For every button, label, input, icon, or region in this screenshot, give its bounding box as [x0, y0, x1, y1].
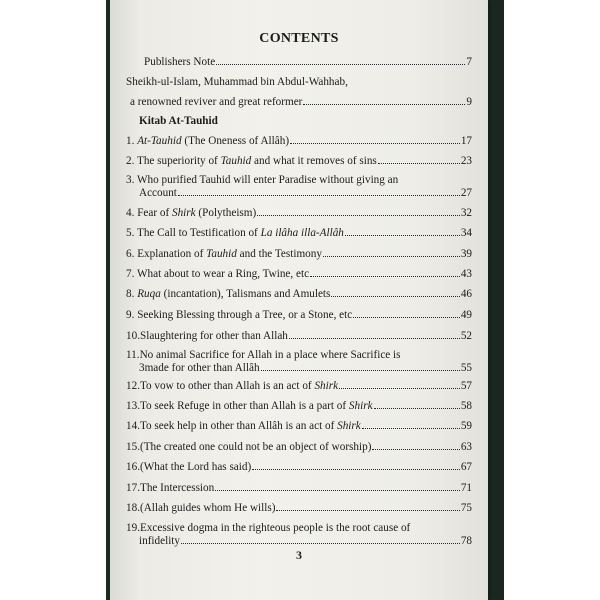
toc-entry-11-page: 55 [460, 362, 472, 374]
toc-entry-6-italic: Tauhid [206, 248, 237, 260]
toc-entry-1-italic: At-Tauhid [137, 135, 182, 147]
toc-entry-10-label [126, 330, 288, 343]
toc-entry-sheikh-page: 9 [466, 96, 472, 108]
toc-entry-6-page: 39 [460, 248, 472, 260]
toc-entry-13-italic: Shirk [348, 400, 373, 412]
dot-leader [353, 309, 460, 318]
toc-entry-18-page: 75 [460, 502, 472, 514]
toc-entry-15 [126, 441, 472, 454]
toc-entry-7-number: 7. [126, 268, 135, 280]
toc-entry-14-page: 59 [460, 420, 472, 432]
toc-entry-8-text-after: (incantation), Talismans and Amulets [160, 288, 331, 300]
dot-leader [181, 535, 460, 544]
toc-entry-8-italic: Ruqa [137, 288, 161, 300]
toc-entry-1-page: 17 [460, 135, 472, 147]
toc-entry-17-label [126, 482, 214, 495]
toc-entry-14 [126, 420, 472, 433]
toc-entry-17-text: The Intercession [139, 482, 215, 494]
toc-entry-2-text: The superiority of [134, 155, 221, 167]
toc-entry-9 [126, 309, 472, 322]
toc-entry-10-page: 52 [460, 330, 472, 342]
toc-entry-5-page: 34 [460, 227, 472, 239]
toc-entry-1-number: 1. [126, 135, 135, 147]
toc-entry-3-text-2: Account [139, 187, 177, 199]
toc-entry-3-page: 27 [460, 187, 472, 199]
toc-entry-1-label [126, 135, 289, 148]
toc-entry-2-text-after: and what it removes of sins [251, 155, 377, 167]
dot-leader [339, 380, 460, 389]
page-number: 3 [296, 548, 302, 562]
toc-entry-2-label [126, 155, 377, 168]
toc-entry-13-number: 13. [126, 400, 140, 412]
dot-leader [178, 187, 460, 196]
toc-entry-14-text: To seek help in other than Allâh is an act of [139, 420, 338, 432]
toc-entry-7-text: What about to wear a Ring, Twine, etc [134, 268, 310, 280]
toc-entry-9-number: 9. [126, 309, 135, 321]
toc-entry-publishers-note-label [144, 56, 215, 69]
toc-entry-10-text: Slaughtering for other than Allah [139, 330, 288, 342]
sheikh-line-1: Sheikh-ul-Islam, Muhammad bin Abdul-Wahhab, [126, 76, 348, 88]
toc-entry-16-label [126, 461, 251, 474]
section-title: Kitab At-Tauhid [139, 115, 218, 127]
toc-entry-19-page: 78 [460, 535, 472, 547]
toc-entry-16 [126, 461, 472, 474]
toc-entry-5-label [126, 227, 344, 240]
toc-entry-4-text: Fear of [134, 207, 172, 219]
toc-entry-5-italic: La ilâha illa-Allâh [260, 227, 344, 239]
toc-entry-17-page: 71 [460, 482, 472, 494]
toc-entry-6-number: 6. [126, 248, 135, 260]
toc-entry-15-page: 63 [460, 441, 472, 453]
toc-entry-5-number: 5. [126, 227, 135, 239]
toc-entry-4-text-after: (Polytheism) [195, 207, 257, 219]
toc-entry-14-italic: Shirk [337, 420, 361, 432]
toc-entry-11-text-1: No animal Sacrifice for Allah in a place where Sacrifice is [139, 349, 401, 361]
toc-entry-sheikh [130, 96, 472, 109]
dot-leader [215, 482, 460, 491]
toc-entry-6 [126, 248, 472, 261]
toc-entry-10 [126, 330, 472, 343]
dot-leader [323, 248, 460, 257]
toc-entry-12-text: To vow to other than Allah is an act of [139, 380, 315, 392]
toc-entry-11-label [139, 362, 260, 375]
toc-entry-6-text: Explanation of [134, 248, 207, 260]
toc-entry-18 [126, 502, 472, 515]
toc-entry-17 [126, 482, 472, 495]
toc-entry-19-line-1 [126, 522, 410, 535]
toc-entry-17-number: 17. [126, 482, 140, 494]
toc-entry-13-page: 58 [460, 400, 472, 412]
contents-page [110, 0, 488, 600]
toc-entry-4-page: 32 [460, 207, 472, 219]
toc-entry-12-label [126, 380, 338, 393]
toc-entry-7-page: 43 [460, 268, 472, 280]
toc-entry-2-page: 23 [460, 155, 472, 167]
toc-entry-9-text: Seeking Blessing through a Tree, or a Stone, etc [134, 309, 353, 321]
toc-entry-11 [139, 362, 472, 375]
toc-entry-19 [139, 535, 472, 548]
toc-entry-13-text: To seek Refuge in other than Allah is a part of [139, 400, 349, 412]
dot-leader [372, 441, 459, 450]
dot-leader [374, 400, 460, 409]
toc-entry-8-page: 46 [460, 288, 472, 300]
dot-leader [362, 420, 460, 429]
toc-entry-8-number: 8. [126, 288, 135, 300]
toc-entry-9-label [126, 309, 352, 322]
toc-entry-12-page: 57 [460, 380, 472, 392]
toc-entry-4-label [126, 207, 256, 220]
dot-leader [345, 227, 460, 236]
toc-entry-14-label [126, 420, 361, 433]
toc-entry-6-text-after: and the Testimony [236, 248, 322, 260]
dot-leader [257, 207, 460, 216]
toc-entry-15-text: (The created one could not be an object of worship) [139, 441, 372, 453]
contents-title: CONTENTS [259, 31, 339, 46]
toc-entry-15-number: 15. [126, 441, 140, 453]
toc-entry-13-label [126, 400, 373, 413]
dot-leader [303, 96, 465, 105]
toc-entry-4-number: 4. [126, 207, 135, 219]
toc-entry-2 [126, 155, 472, 168]
dot-leader [252, 461, 460, 470]
toc-entry-3-label [139, 187, 177, 200]
toc-entry-15-label [126, 441, 371, 454]
dot-leader [289, 330, 460, 339]
toc-entry-18-number: 18. [126, 502, 140, 514]
toc-entry-14-number: 14. [126, 420, 140, 432]
dot-leader [261, 362, 460, 371]
dot-leader [276, 502, 459, 511]
dot-leader [290, 135, 460, 144]
toc-entry-6-label [126, 248, 322, 261]
dot-leader [216, 56, 465, 65]
toc-entry-3-text-1: Who purified Tauhid will enter Paradise without giving an [134, 174, 399, 186]
toc-entry-8 [126, 288, 472, 301]
toc-entry-7 [126, 268, 472, 281]
toc-entry-16-page: 67 [460, 461, 472, 473]
toc-entry-19-label [139, 535, 180, 548]
toc-entry-3-line-1 [126, 174, 398, 187]
toc-entry-18-text: (Allah guides whom He wills) [139, 502, 276, 514]
toc-entry-1 [126, 135, 472, 148]
toc-entry-4-italic: Shirk [171, 207, 196, 219]
toc-entry-19-text-1: Excessive dogma in the righteous people is the root cause of [139, 522, 411, 534]
dot-leader [310, 268, 460, 277]
toc-entry-12-number: 12. [126, 380, 140, 392]
toc-entry-16-number: 16. [126, 461, 140, 473]
toc-entry-5 [126, 227, 472, 240]
toc-entry-12-italic: Shirk [314, 380, 339, 392]
sheikh-line-2: a renowned reviver and great reformer [130, 96, 303, 108]
toc-entry-2-number: 2. [126, 155, 135, 167]
toc-entry-16-text: (What the Lord has said) [139, 461, 252, 473]
toc-entry-19-text-2: infidelity [139, 535, 181, 547]
toc-entry-8-label [126, 288, 330, 301]
toc-entry-18-label [126, 502, 275, 515]
toc-entry-publishers-note [144, 56, 472, 69]
toc-entry-5-text: The Call to Testification of [134, 227, 261, 239]
toc-entry-1-text-after: (The Oneness of Allâh) [181, 135, 290, 147]
toc-entry-11-text-2: 3made for other than Allâh [139, 362, 260, 374]
toc-entry-13 [126, 400, 472, 413]
toc-entry-publishers-note-page: 7 [466, 56, 472, 68]
toc-entry-4 [126, 207, 472, 220]
toc-entry-9-page: 49 [460, 309, 472, 321]
toc-entry-sheikh-label [130, 96, 302, 109]
toc-entry-11-number: 11. [126, 349, 140, 361]
toc-entry-3-number: 3. [126, 174, 135, 186]
toc-entry-3 [139, 187, 472, 200]
toc-entry-2-italic: Tauhid [220, 155, 252, 167]
dot-leader [331, 288, 459, 297]
publishers-note: Publishers Note [144, 56, 216, 68]
toc-entry-12 [126, 380, 472, 393]
toc-entry-10-number: 10. [126, 330, 140, 342]
toc-entry-19-number: 19. [126, 522, 140, 534]
toc-entry-7-label [126, 268, 309, 281]
toc-entry-11-line-1 [126, 349, 401, 362]
dot-leader [378, 155, 460, 164]
